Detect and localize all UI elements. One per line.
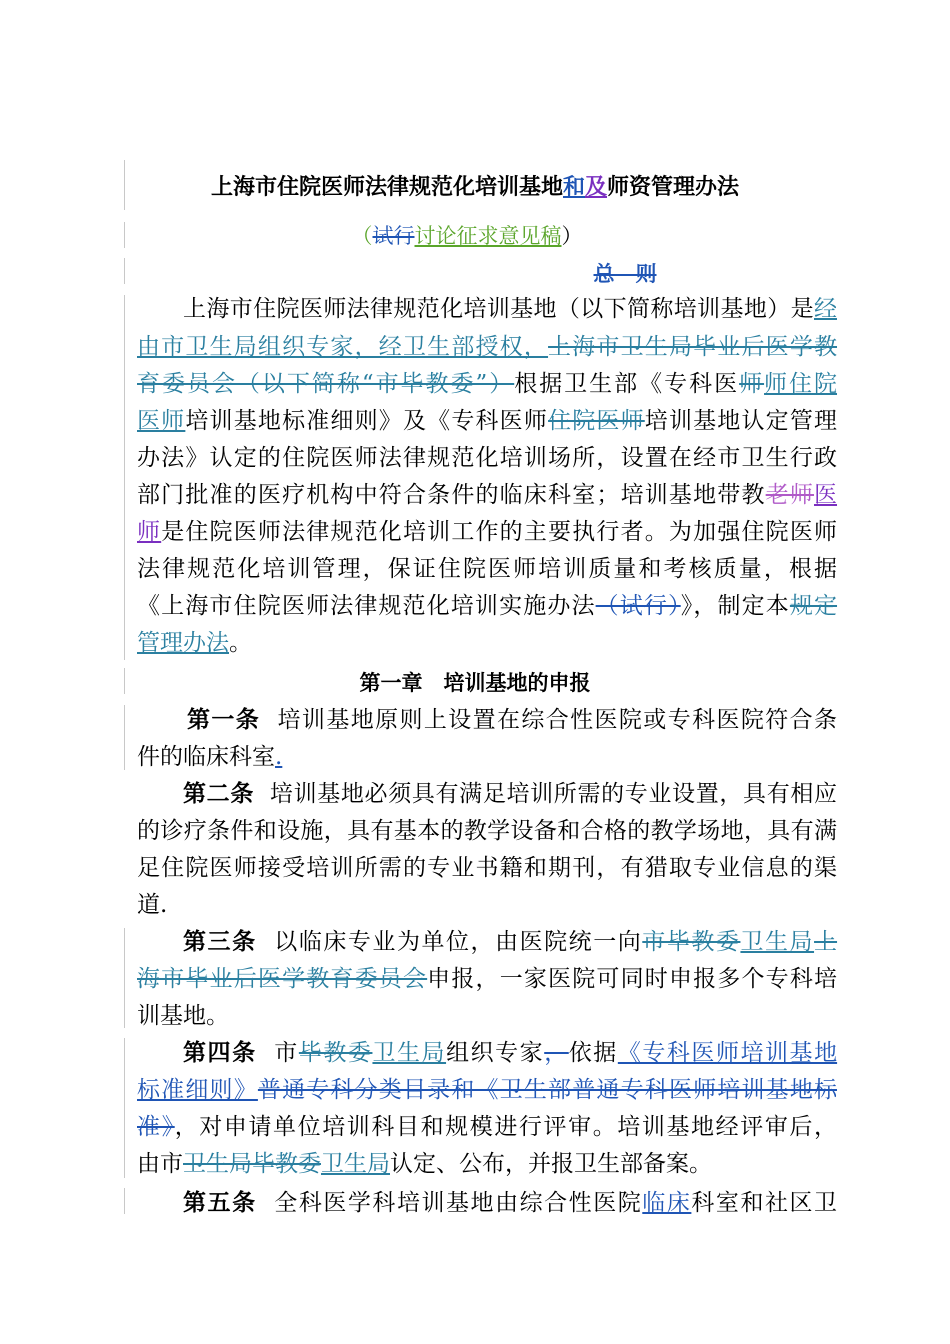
intro-line-8: 法律规范化培训管理，保证住院医师培训质量和考核质量，根据	[137, 556, 837, 582]
article-5-line-1: 第五条 全科医学科培训基地由综合性医院临床科室和社区卫	[183, 1190, 838, 1216]
article-2-line-2: 的诊疗条件和设施，具有基本的教学设备和合格的教学场地，具有满	[137, 818, 837, 844]
document-subtitle: （试行讨论征求意见稿）	[351, 224, 583, 248]
chapter-1-heading: 第一章 培训基地的申报	[359, 671, 591, 695]
article-4-line-1: 第四条 市毕教委卫生局组织专家，依据《专科医师培训基地	[183, 1040, 838, 1066]
article-4-line-4: 由市卫生局毕教委卫生局认定、公布，并报卫生部备案。	[137, 1151, 712, 1177]
change-bar	[124, 1188, 125, 1214]
article-1-line-2: 件的临床科室.	[137, 744, 283, 770]
change-bar	[124, 258, 125, 284]
change-bar	[124, 705, 125, 770]
intro-line-7: 师是住院医师法律规范化培训工作的主要执行者。为加强住院医师	[137, 519, 838, 545]
article-3-line-3: 训基地。	[137, 1003, 229, 1029]
change-bar	[124, 1038, 125, 1178]
article-3-line-2: 海市毕业后医学教育委员会申报，一家医院可同时申报多个专科培	[137, 966, 838, 992]
article-2-line-1: 第二条 培训基地必须具有满足培训所需的专业设置，具有相应	[183, 781, 837, 807]
intro-line-4: 医师培训基地标准细则》及《专科医师住院医师培训基地认定管理	[137, 408, 838, 434]
article-1-line-1: 第一条 培训基地原则上设置在综合性医院或专科医院符合条	[187, 707, 838, 733]
intro-line-3: 育委员会（以下简称“市毕教委”）根据卫生部《专科医师师住院	[137, 371, 838, 397]
section-general: 总 则	[593, 262, 657, 286]
article-2-line-4: 道.	[137, 892, 168, 918]
article-3-line-1: 第三条 以临床专业为单位，由医院统一向市毕教委卫生局上	[183, 929, 838, 955]
intro-line-2: 由市卫生局组织专家，经卫生部授权，上海市卫生局毕业后医学教	[137, 334, 838, 360]
intro-line-6: 部门批准的医疗机构中符合条件的临床科室；培训基地带教老师医	[137, 482, 838, 508]
intro-line-10: 管理办法。	[137, 630, 252, 656]
article-4-line-2: 标准细则》普通专科分类目录和《卫生部普通专科医师培训基地标	[137, 1077, 838, 1103]
intro-line-5: 办法》认定的住院医师法律规范化培训场所，设置在经市卫生行政	[137, 445, 837, 471]
change-bar	[124, 295, 125, 660]
article-4-line-3: 准》，对申请单位培训科目和规模进行评审。培训基地经评审后，	[137, 1114, 838, 1140]
change-bar	[124, 928, 125, 1028]
document-title: 上海市住院医师法律规范化培训基地和及师资管理办法	[210, 175, 740, 200]
intro-line-1: 上海市住院医师法律规范化培训基地（以下简称培训基地）是经	[183, 296, 837, 322]
article-2-line-3: 足住院医师接受培训所需的专业书籍和期刊，有猎取专业信息的渠	[137, 855, 837, 881]
intro-line-9: 《上海市住院医师法律规范化培训实施办法（试行）》，制定本规定	[137, 593, 838, 619]
